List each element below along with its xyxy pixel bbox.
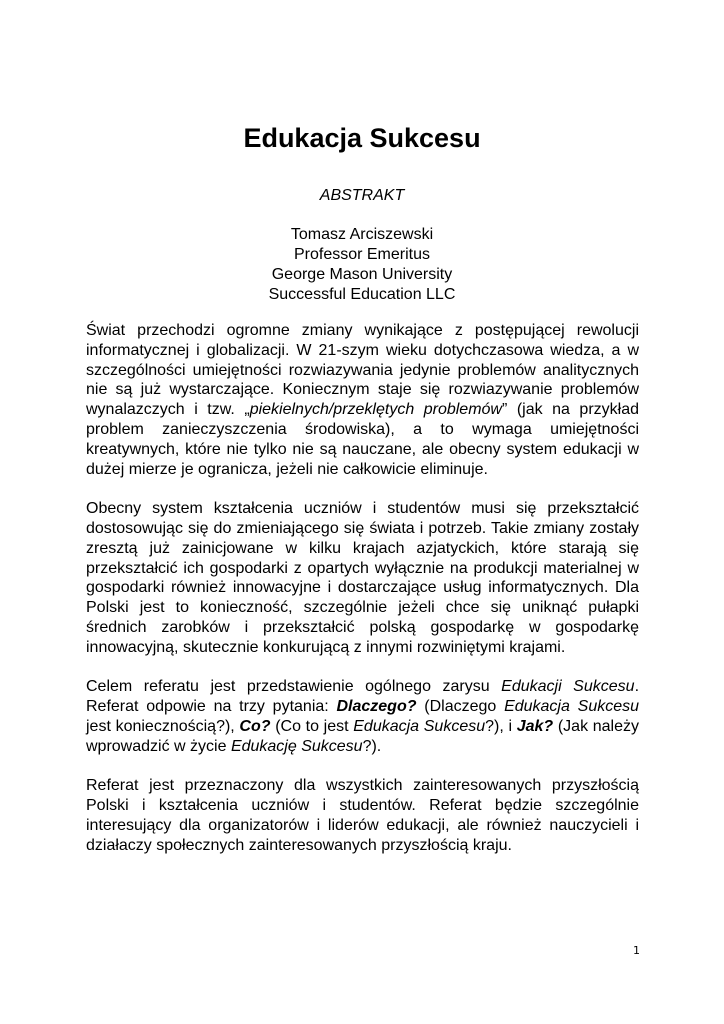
author-block xyxy=(0,225,724,305)
question-why: Dlaczego? xyxy=(336,698,417,716)
author-position: Professor Emeritus xyxy=(293,246,431,263)
paragraph-1-text-a: Świat przechodzi ogromne zmiany wynikające z postępującej rewolucji informatycznej i globalizacji. W 21-szym wieku dotychczasowa wiedza, a w szczególności umiejętności rozwiazywania jedynie problemów analitycznych nie są już wystarczające. Koniecznym staje się rozwiazywanie problemów wynalazczych i tzw. „ xyxy=(86,322,639,419)
paragraph-3 xyxy=(86,677,639,756)
paragraph-1 xyxy=(86,321,639,479)
abstract-label: ABSTRAKT xyxy=(319,187,405,204)
paragraph-1-text-c: ” (jak na przykład problem zanieczyszczenia środowiska), a to wymaga umiejętności kreatywnych, które nie tylko nie są nauczane, ale obecny system edukacji w dużej mierze je ogranicza, jeżeli nie całkowicie eliminuje. xyxy=(86,401,639,478)
paragraph-3-text-m: (Jak należy wprowadzić w życie xyxy=(86,717,639,755)
paragraph-3-text-g: jest koniecznością?), xyxy=(86,717,240,735)
paragraph-3-text-e: (Dlaczego xyxy=(416,698,505,716)
author-company: Successful Education LLC xyxy=(268,286,456,303)
paragraph-3-emphasis-f: Edukacja Sukcesu xyxy=(504,698,640,716)
paragraph-3-emphasis-b: Edukacji Sukcesu xyxy=(501,678,635,696)
author-university: George Mason University xyxy=(271,266,453,283)
question-what: Co? xyxy=(239,717,271,735)
paragraph-3-text-c: . Referat odpowie na trzy pytania: xyxy=(86,678,640,716)
question-how: Jak? xyxy=(516,717,554,735)
paragraph-1-emphasis: piekielnych/przeklętych problemów xyxy=(249,401,502,419)
paragraph-3-text-k: ?), i xyxy=(485,717,517,735)
paragraph-4: Referat jest przeznaczony dla wszystkich zainteresowanych przyszłością Polski i kształcenia uczniów i studentów. Referat będzie szczególnie interesujący dla organizatorów i liderów edukacji, ale również nauczycieli i działaczy społecznych zainteresowanych przyszłością kraju. xyxy=(86,777,639,854)
paragraph-3-text-a: Celem referatu jest przedstawienie ogólnego zarysu xyxy=(86,678,502,696)
paragraph-2: Obecny system kształcenia uczniów i studentów musi się przekształcić dostosowując się do zmieniającego się świata i potrzeb. Takie zmiany zostały zresztą już zainicjowane w kilku krajach azjatyckich, które starają się przekształcić ich gospodarki z opartych wyłącznie na produkcji materialnej w gospodarki również innowacyjne i dostarczające usług informatycznych. Dla Polski jest to konieczność, szczególnie jeżeli chce się uniknąć pułapki średnich zarobków i przekształcić polską gospodarkę w gospodarkę innowacyjną, skutecznie konkurującą z innymi rozwiniętymi krajami. xyxy=(86,500,639,656)
document-title: Edukacja Sukcesu xyxy=(243,123,481,153)
paragraph-3-emphasis-n: Edukację Sukcesu xyxy=(230,737,363,755)
paragraph-3-text-i: (Co to jest xyxy=(270,717,354,735)
author-name: Tomasz Arciszewski xyxy=(290,226,434,243)
page-number: 1 xyxy=(633,944,640,957)
paragraph-3-emphasis-j: Edukacja Sukcesu xyxy=(353,717,486,735)
abstract-body xyxy=(86,321,639,856)
paragraph-3-text-o: ?). xyxy=(362,737,382,755)
